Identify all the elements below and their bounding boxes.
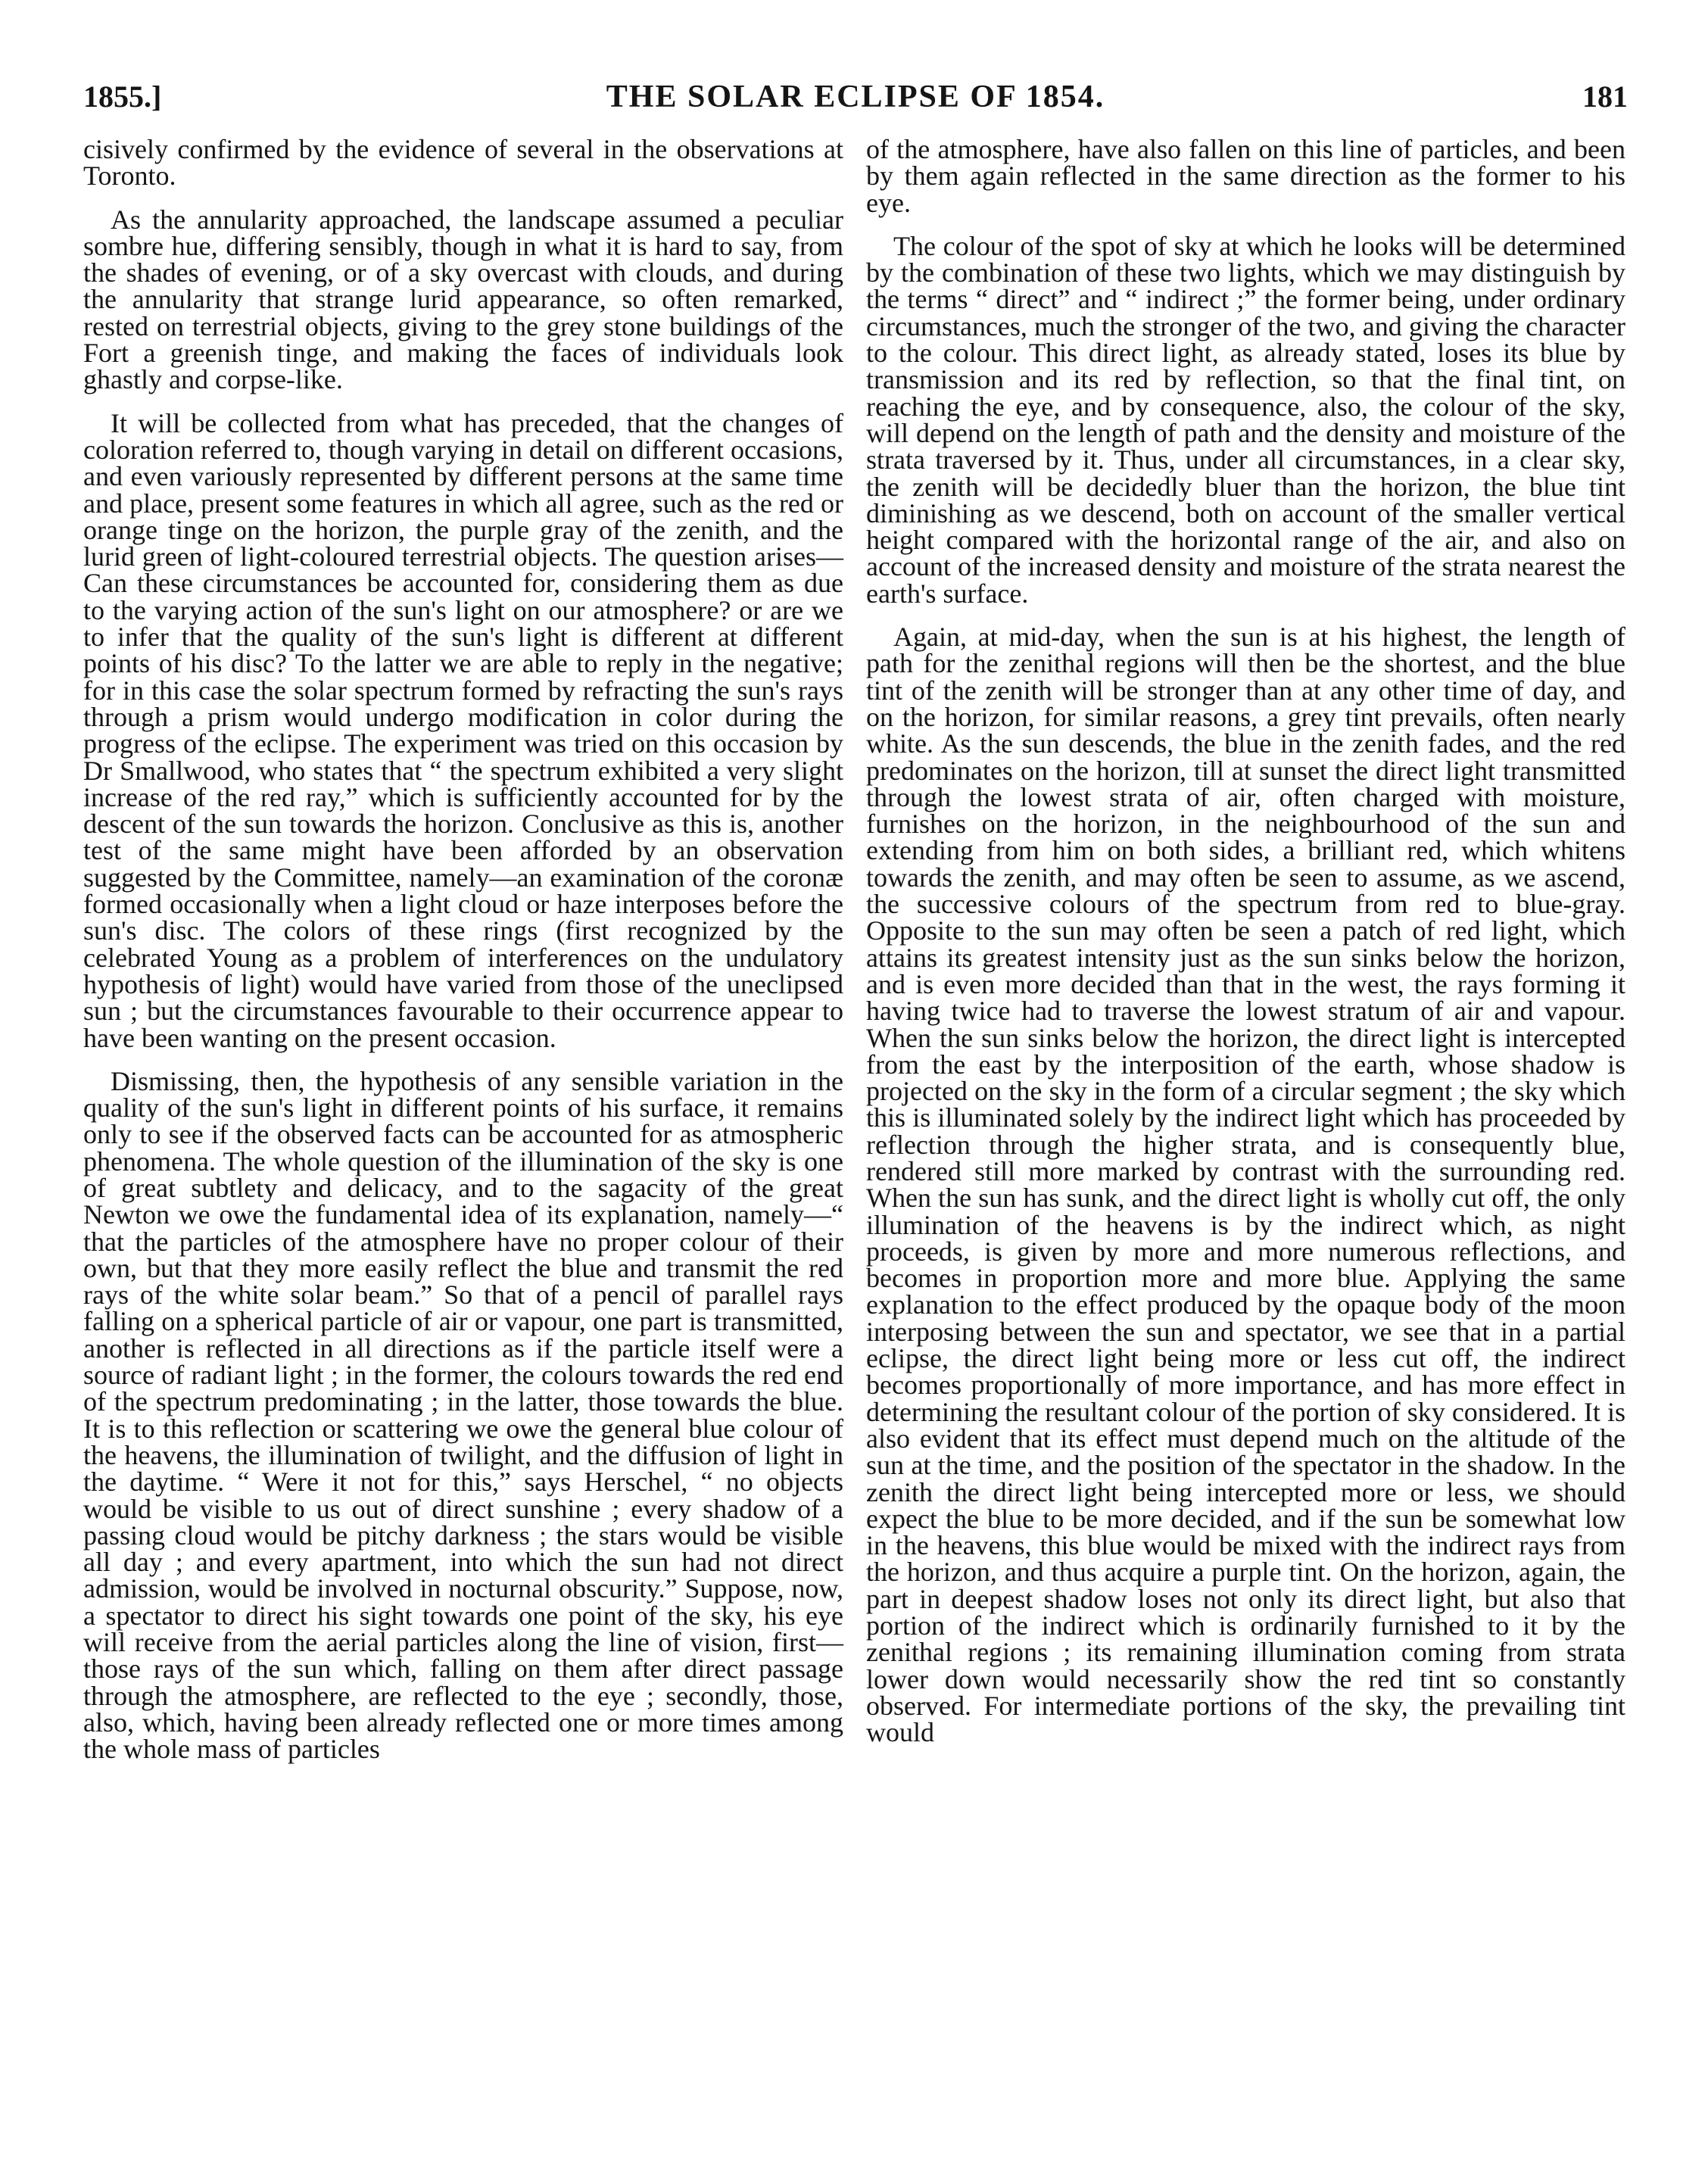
paragraph: cisively confirmed by the evidence of several in the observations at Toronto. xyxy=(83,134,843,192)
left-column xyxy=(83,136,843,1780)
paragraph: Dismissing, then, the hypothesis of any sensible variation in the quality of the sun's light in different points of his surface, it remains only to see if the observed facts can be accounted for as atmospheric phenomena. The whole question of the illumination of the sky is one of great subtlety and delicacy, and to the sagacity of the great Newton we owe the fundamental idea of its explanation, namely—“ that the particles of the atmosphere have no proper colour of their own, but that they more easily reflect the blue and transmit the red rays of the white solar beam.” So that of a pencil of parallel rays falling on a spherical particle of air or vapour, one part is transmitted, another is reflected in all directions as if the particle itself were a source of radiant light ; in the former, the colours towards the red end of the spectrum predominating ; in the latter, those towards the blue. It is to this reflection or scattering we owe the general blue colour of the heavens, the illumination of twilight, and the diffusion of light in the daytime. “ Were it not for this,” says Herschel, “ no objects would be visible to us out of direct sunshine ; every shadow of a passing cloud would be pitchy darkness ; the stars would be visible all day ; and every apartment, into which the sun had not direct admission, would be involved in nocturnal obscurity.” Suppose, now, a spectator to direct his sight towards one point of the sky, his eye will receive from the aerial particles along the line of vision, first—those rays of the sun which, falling on them after direct passage through the atmosphere, are reflected to the eye ; secondly, those, also, which, having been already reflected one or more times among the whole mass of particles xyxy=(83,1065,843,1765)
page-number: 181 xyxy=(1582,79,1628,114)
paragraph: Again, at mid-day, when the sun is at his highest, the length of path for the zenithal regions will then be the shortest, and the blue tint of the zenith will be stronger than at any other time of day, and on the horizon, for similar reasons, a grey tint prevails, often nearly white. As the sun descends, the blue in the zenith fades, and the red predominates on the horizon, till at sunset the direct light transmitted through the lowest strata of air, often charged with moisture, furnishes on the horizon, in the neighbourhood of the sun and extending from him on both sides, a brilliant red, which whitens towards the zenith, and may often be seen to assume, as we ascend, the successive colours of the spectrum from red to blue-gray. Opposite to the sun may often be seen a patch of red light, which attains its greatest intensity just as the sun sinks below the horizon, and is even more decided than that in the west, the rays forming it having twice had to traverse the lowest stratum of air and vapour. When the sun sinks below the horizon, the direct light is intercepted from the east by the interposition of the earth, whose shadow is projected on the sky in the form of a circular segment ; the sky which this is illuminated solely by the indirect light which has proceeded by reflection through the higher strata, and is consequently blue, rendered still more marked by contrast with the surrounding red. When the sun has sunk, and the direct light is wholly cut off, the only illumination of the heavens is by the indirect which, as night proceeds, is given by more and more numerous reflections, and becomes in proportion more and more blue. Applying the same explanation to the effect produced by the opaque body of the moon interposing between the sun and spectator, we see that in a partial eclipse, the direct light being more or less cut off, the indirect becomes proportionally of more importance, and has more effect in determining the resultant colour of the portion of sky considered. It is also evident that its effect must depend much on the altitude of the sun at the time, and the position of the spectator in the shadow. In the zenith the direct light being intercepted more or less, we should expect the blue to be more decided, and if the sun be somewhat low in the heavens, this blue would be mixed with the indirect rays from the horizon, and thus acquire a purple tint. On the horizon, again, the part in deepest shadow loses not only its direct light, but also that portion of the indirect which is ordinarily furnished to it by the zenithal regions ; its remaining illumination coming from strata lower down would necessarily show the red tint so constantly observed. For intermediate portions of the sky, the prevailing tint would xyxy=(866,622,1625,1748)
running-title: THE SOLAR ECLIPSE OF 1854. xyxy=(606,79,1105,114)
paragraph: of the atmosphere, have also fallen on this line of particles, and been by them again reflected in the same direction as the former to his eye. xyxy=(866,134,1625,218)
paragraph: It will be collected from what has preceded, that the changes of coloration referred to, though varying in detail on different occasions, and even variously represented by different persons at the same time and place, present some features in which all agree, such as the red or orange tinge on the horizon, the purple gray of the zenith, and the lurid green of light-coloured terrestrial objects. The question arises—Can these circumstances be accounted for, considering them as due to the varying action of the sun's light on our atmosphere? or are we to infer that the quality of the sun's light is different at different points of his disc? To the latter we are able to reply in the negative; for in this case the solar spectrum formed by refracting the sun's rays through a prism would undergo modification in color during the progress of the eclipse. The experiment was tried on this occasion by Dr Smallwood, who states that “ the spectrum exhibited a very slight increase of the red ray,” which is sufficiently accounted for by the descent of the sun towards the horizon. Conclusive as this is, another test of the same might have been afforded by an observation suggested by the Committee, namely—an examination of the coronæ formed occasionally when a light cloud or haze interposes before the sun's disc. The colors of these rings (first recognized by the celebrated Young as a problem of interferences on the undulatory hypothesis of light) would have varied from those of the uneclipsed sun ; but the circumstances favourable to their occurrence appear to have been wanting on the present occasion. xyxy=(83,407,844,1053)
paragraph: As the annularity approached, the landscape assumed a peculiar sombre hue, differing sensibly, though in what it is hard to say, from the shades of evening, or of a sky overcast with clouds, and during the annularity that strange lurid appearance, so often remarked, rested on terrestrial objects, giving to the grey stone buildings of the Fort a greenish tinge, and making the faces of individuals look ghastly and corpse-like. xyxy=(83,204,843,395)
running-header xyxy=(83,79,1628,121)
header-year: 1855.] xyxy=(83,79,162,114)
paragraph: The colour of the spot of sky at which he looks will be determined by the combination of these two lights, which we may distinguish by the terms “ direct” and “ indirect ;” the former being, under ordinary circumstances, much the stronger of the two, and giving the character to the colour. This direct light, as already stated, loses its blue by transmission and its red by reflection, so that the final tint, on reaching the eye, and by consequence, also, the colour of the sky, will depend on the length of path and the density and moisture of the strata traversed by it. Thus, under all circumstances, in a clear sky, the zenith will be decidedly bluer than the horizon, the blue tint diminishing as we descend, both on account of the smaller vertical height compared with the horizontal range of the air, and also on account of the increased density and moisture of the strata nearest the earth's surface. xyxy=(866,230,1625,609)
right-column xyxy=(866,136,1625,1763)
